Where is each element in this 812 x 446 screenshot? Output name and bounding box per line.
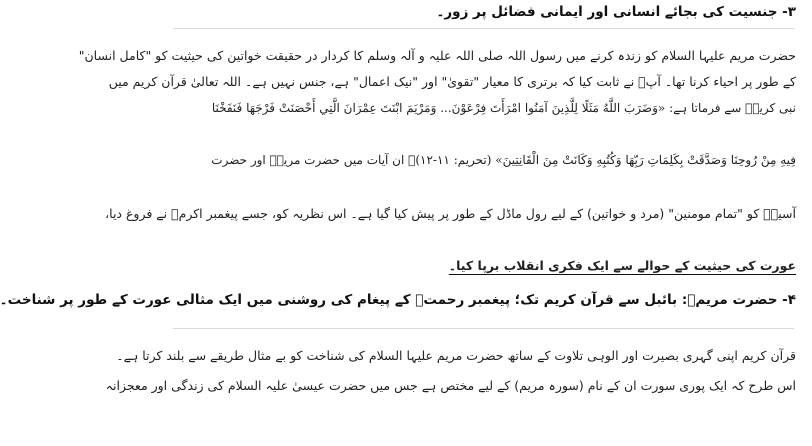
section-divider [173,28,794,29]
paragraph-line-text: حضرت مریم علیہا السلام کو زندہ کرنے میں رسول اللہ صلی اللہ علیہ و آلہ وسلم کا کردار در حقیقت خواتین کی حیثیت کو "کامل انسان" [78,48,796,63]
paragraph-line [105,204,796,223]
section-4-heading [0,290,796,310]
section-3-heading [173,2,796,22]
paragraph-line [105,376,796,395]
paragraph-line-text: کے طور پر احیاء کرنا تھا۔ آپؐ نے ثابت کیا کہ برتری کا معیار "تقویٰ" اور "نیک اعمال" ہے، جنس نہیں ہے۔ اللہ تعالیٰ قرآن کریم میں [108,74,796,89]
section-4-heading-text: ۴- حضرت مریمؑ: بائبل سے قرآن کریم تک؛ پیغمبر رحمتؐ کے پیغام کی روشنی میں ایک مثالی عورت کے طور پر شناخت۔ [0,292,796,308]
paragraph-line-text: آسیہؑ کو "تمام مومنین" (مرد و خواتین) کے لیے رول ماڈل کے طور پر پیش کیا گیا ہے۔ اس نظریہ کو، جسے پیغمبر اکرمؐ نے فروغ دیا، [105,206,796,221]
paragraph-line [78,46,796,65]
paragraph-line [116,346,796,365]
paragraph-line-text: فِيهِ مِنْ رُوحِنَا وَصَدَّقَتْ بِكَلِمَاتِ رَبِّهَا وَكُتُبِهِ وَكَانَتْ مِنَ الْقَانِتِينَ» (تحریم: ۱۱-۱۲)۔ ان آیات میں حضرت مریمؑ اور حضرت [211,153,796,167]
paragraph-line [173,98,796,118]
paragraph-line-text: قرآن کریم اپنی گہری بصیرت اور الوہی تلاوت کے ساتھ حضرت مریم علیہا السلام کی شناخت کو بے مثال طریقے سے بلند کرتا ہے۔ [116,348,796,363]
section-3-heading-text: ۳- جنسیت کی بجائے انسانی اور ایمانی فضائل پر زور۔ [436,4,796,20]
paragraph-line [173,150,796,170]
paragraph-line-text: اس طرح کہ ایک پوری سورت ان کے نام (سورہ مریم) کے لیے مختص ہے جس میں حضرت عیسیٰ علیہ السلام کی زندگی اور معجزانہ [105,378,796,393]
paragraph-line-final [173,256,796,275]
paragraph-line-text: نبی کریمؐ سے فرماتا ہے: «وَضَرَبَ اللَّهُ مَثَلًا لِلَّذِينَ آمَنُوا امْرَأَتَ فِرْعَوْنَ... وَمَرْيَمَ ابْنَتَ عِمْرَانَ الَّتِي أَحْصَنَتْ فَرْجَهَا فَنَفَخْنَا [211,101,796,115]
underlined-sentence: عورت کی حیثیت کے حوالے سے ایک فکری انقلاب برپا کیا۔ [448,258,796,273]
paragraph-line [108,72,796,91]
section-divider [173,328,794,329]
